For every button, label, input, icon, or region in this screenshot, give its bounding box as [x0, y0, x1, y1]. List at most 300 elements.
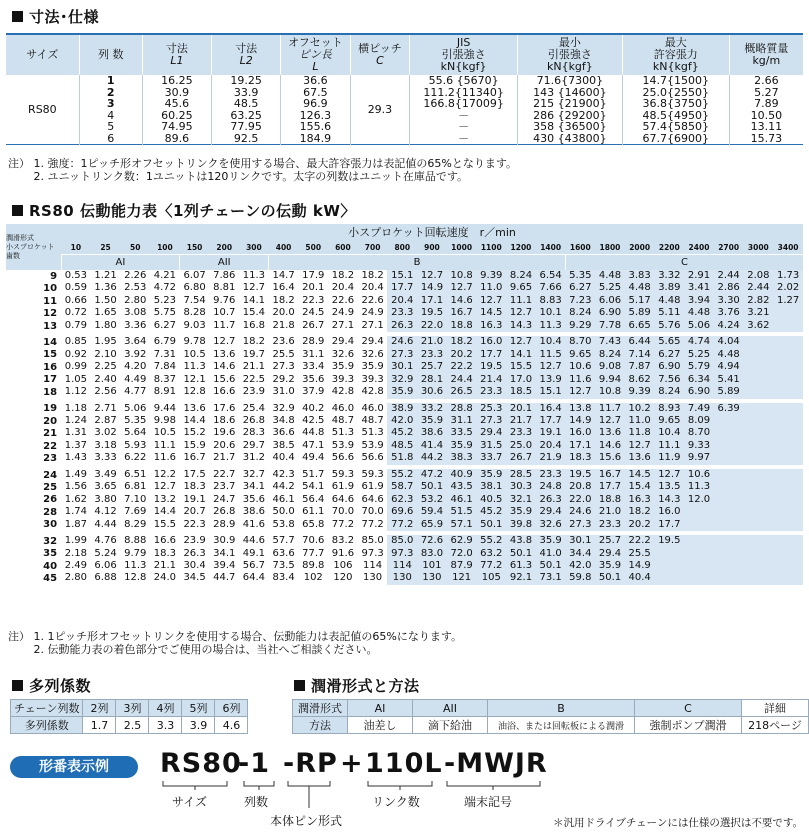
power-cell: 3.32 — [654, 270, 684, 282]
spec-header-text: kN{kgf} — [652, 60, 699, 73]
power-cell: 114 — [387, 560, 417, 572]
power-cell: 20.4 — [331, 282, 355, 294]
power-cell: 17.1 — [417, 295, 447, 307]
power-cell: 15.1 — [387, 270, 417, 282]
power-cell: 0.79 — [64, 319, 88, 331]
power-cell: 7.69 — [124, 506, 147, 518]
power-cell: 30.1 — [387, 361, 417, 373]
spec-cell: 2.66 — [729, 75, 803, 87]
power-cell: 22.2 — [447, 361, 477, 373]
power-cell: 15.5 — [506, 361, 536, 373]
power-cell: 4.94 — [714, 361, 744, 373]
spec-row-count: 2 — [79, 87, 142, 99]
power-cell: 13.6 — [183, 402, 206, 414]
teeth-count: 10 — [43, 283, 58, 295]
power-cell: 27.1 — [331, 319, 355, 331]
power-cell: 11.5 — [536, 349, 566, 361]
power-cell: 35.6 — [242, 493, 266, 505]
label-size: サイズ — [172, 795, 208, 809]
power-cell: 6.07 — [183, 270, 206, 281]
power-cell: 13.5 — [654, 481, 684, 493]
power-cell: 55.2 — [476, 535, 506, 547]
power-cell: 22.2 — [625, 535, 655, 547]
power-cell: 3.64 — [124, 336, 147, 348]
rpm-header: 2700 — [714, 240, 744, 255]
power-cell: 42.0 — [387, 415, 417, 427]
power-cell: 23.9 — [183, 535, 206, 547]
power-cell: 6.44 — [625, 336, 655, 348]
power-cell: 48.5 — [387, 440, 417, 452]
power-cell: 5.65 — [654, 336, 684, 348]
power-cell: 5.41 — [714, 374, 744, 386]
power-cell: 30.4 — [183, 559, 206, 571]
spec-header-text: kN{kgf} — [546, 60, 593, 73]
power-cell: 14.3 — [654, 494, 684, 506]
power-cell: 1.74 — [64, 506, 88, 518]
power-cell: 4.74 — [684, 336, 714, 348]
power-cell: 51.3 — [361, 427, 384, 439]
power-cell: 97.3 — [387, 548, 417, 560]
power-cell: 45.2 — [387, 427, 417, 439]
power-cell: 15.6 — [595, 452, 625, 464]
power-cell: 1.31 — [64, 427, 88, 439]
power-cell: 29.7 — [242, 439, 266, 451]
power-notes: 注） 1. 1ピッチ形オフセットリンクを使用する場合、伝動能力は表記値の65%になります。 2. 伝動能力表の着色部分でご使用の場合は、当社へご相談ください。 — [8, 630, 462, 656]
power-cell: 10.5 — [153, 427, 177, 439]
power-cell: 31.2 — [242, 452, 266, 464]
power-cell: 3.94 — [684, 295, 714, 307]
power-cell: 5.76 — [654, 320, 684, 332]
power-cell: 30.3 — [506, 481, 536, 493]
teeth-count: 12 — [43, 308, 58, 320]
power-cell: 5.06 — [684, 320, 714, 332]
power-cell: 3.08 — [124, 307, 147, 319]
power-cell: 6.88 — [94, 572, 117, 584]
power-cell: 9.79 — [124, 547, 147, 559]
power-cell: 121 — [447, 572, 477, 584]
power-cell: 14.1 — [506, 349, 536, 361]
power-cell: 70.0 — [331, 506, 355, 518]
spec-cell: 60.25 — [142, 110, 211, 122]
spec-cell: 77.95 — [212, 121, 281, 133]
power-cell: 40.4 — [625, 572, 655, 584]
power-cell: 44.6 — [242, 535, 266, 547]
power-cell: 8.29 — [124, 518, 147, 530]
power-cell: 9.98 — [153, 414, 177, 426]
power-cell: 3.49 — [94, 468, 117, 480]
power-cell: 7.78 — [595, 320, 625, 332]
power-cell: 34.4 — [565, 548, 595, 560]
spec-cell: 55.6 {5670} — [410, 75, 518, 87]
power-cell: 16.7 — [595, 469, 625, 481]
power-cell: 16.7 — [183, 452, 206, 464]
power-cell: 49.4 — [302, 452, 325, 464]
power-cell: 27.3 — [272, 361, 295, 373]
power-cell: 18.6 — [213, 414, 236, 426]
power-cell: 15.6 — [213, 373, 236, 385]
power-cell: 11.6 — [565, 374, 595, 386]
power-cell: 2.44 — [714, 270, 744, 282]
lube-row1-cell: B — [488, 700, 635, 717]
teeth-count: 24 — [43, 469, 58, 481]
power-cell: 12.7 — [565, 386, 595, 398]
power-cell: 24.0 — [153, 572, 177, 584]
power-cell: 39.4 — [213, 559, 236, 571]
spec-cell: 184.9 — [281, 133, 350, 145]
power-cell: 0.99 — [64, 361, 88, 373]
zone-label: C — [565, 255, 803, 271]
power-cell: 7.14 — [625, 349, 655, 361]
power-cell: 29.4 — [536, 506, 566, 518]
rpm-header: 2200 — [654, 240, 684, 255]
power-cell: 38.3 — [447, 452, 477, 464]
power-cell: 10.6 — [565, 361, 595, 373]
power-cell: 7.23 — [565, 295, 595, 307]
power-cell: 10.1 — [536, 307, 566, 319]
spec-header-text: L1 — [170, 54, 184, 67]
power-cell: 17.7 — [387, 282, 417, 294]
power-cell: 1.73 — [773, 270, 803, 282]
power-cell: 2.86 — [714, 282, 744, 294]
power-cell: 73.5 — [272, 559, 295, 571]
power-cell: 46.0 — [361, 402, 384, 414]
spec-cell: 15.73 — [729, 133, 803, 145]
power-cell: 19.5 — [565, 469, 595, 481]
teeth-count: 22 — [43, 440, 58, 452]
power-cell: 14.9 — [565, 415, 595, 427]
power-cell: 7.31 — [153, 348, 177, 360]
power-cell: 5.25 — [684, 349, 714, 361]
power-cell: 39.8 — [506, 519, 536, 531]
power-cell: 6.79 — [153, 336, 177, 348]
zone-label: AII — [180, 255, 269, 271]
rpm-header: 1800 — [595, 240, 625, 255]
power-cell: 18.3 — [565, 452, 595, 464]
spec-cell: 10.50 — [729, 110, 803, 122]
power-cell: 65.9 — [417, 519, 447, 531]
power-cell: 4.48 — [684, 307, 714, 319]
multi-row1-cell: 3列 — [116, 700, 149, 717]
spec-cell: 30.9 — [142, 87, 211, 99]
spec-cell: 74.95 — [142, 121, 211, 133]
power-cell: 4.77 — [124, 386, 147, 398]
spec-cell: 67.7{6900} — [622, 133, 729, 145]
power-cell: 77.7 — [302, 547, 325, 559]
rpm-header: 600 — [328, 240, 358, 255]
power-cell: 3.65 — [94, 481, 117, 493]
power-cell: 24.5 — [302, 307, 325, 319]
power-cell: 10.8 — [595, 386, 625, 398]
power-cell: 17.7 — [476, 349, 506, 361]
power-cell: 20.8 — [565, 481, 595, 493]
power-cell: 22.3 — [183, 518, 206, 530]
power-cell: 3.21 — [744, 307, 774, 319]
power-cell: 35.9 — [361, 361, 384, 373]
power-cell: 22.6 — [361, 294, 384, 306]
power-cell: 2.53 — [124, 282, 147, 294]
power-cell: 6.27 — [153, 319, 177, 331]
power-cell: 22.0 — [565, 494, 595, 506]
power-cell: 20.4 — [536, 440, 566, 452]
power-cell: 1.12 — [64, 386, 88, 398]
power-cell: 35.9 — [506, 506, 536, 518]
power-cell: 4.44 — [94, 518, 117, 530]
power-cell: 1.18 — [64, 402, 88, 414]
power-cell: 24.6 — [387, 336, 417, 348]
power-cell: 59.3 — [361, 468, 384, 480]
power-cell: 38.5 — [272, 439, 295, 451]
power-cell: 2.80 — [64, 572, 88, 584]
power-cell: 6.54 — [536, 270, 566, 282]
power-cell: 41.0 — [536, 548, 566, 560]
power-cell: 3.80 — [94, 493, 117, 505]
power-cell: 8.28 — [183, 307, 206, 319]
power-cell: 2.10 — [94, 348, 117, 360]
teeth-count: 18 — [43, 386, 58, 398]
power-cell: 106 — [333, 559, 353, 571]
teeth-count: 15 — [43, 349, 58, 361]
lube-row1-cell: C — [635, 700, 742, 717]
power-cell: 8.88 — [124, 535, 147, 547]
teeth-count: 20 — [43, 415, 58, 427]
power-cell: 47.1 — [302, 439, 325, 451]
power-cell: 24.6 — [565, 506, 595, 518]
power-cell: 1.05 — [64, 373, 88, 385]
power-cell: 16.4 — [272, 282, 295, 294]
power-cell: 11.3 — [242, 270, 266, 281]
teeth-count: 21 — [43, 428, 58, 440]
power-cell: 33.7 — [476, 452, 506, 464]
power-cell: 19.5 — [654, 535, 684, 547]
power-cell: 26.7 — [302, 319, 325, 331]
power-cell: 40.4 — [272, 452, 295, 464]
power-cell: 8.83 — [536, 295, 566, 307]
power-cell: 25.7 — [595, 535, 625, 547]
rpm-header: 1100 — [476, 240, 506, 255]
power-cell: 62.3 — [387, 494, 417, 506]
power-cell: 14.6 — [213, 361, 236, 373]
power-cell: 13.6 — [625, 452, 655, 464]
power-cell: 10.4 — [654, 427, 684, 439]
power-cell: 42.0 — [565, 560, 595, 572]
spec-cell: 57.4{5850} — [622, 121, 729, 133]
power-cell: 120 — [333, 572, 353, 584]
power-cell: 21.1 — [242, 361, 266, 373]
power-cell: 130 — [387, 572, 417, 584]
power-cell: 30.9 — [213, 535, 236, 547]
power-cell: 29.4 — [331, 336, 355, 348]
rpm-header: 50 — [120, 240, 150, 255]
power-cell: 1.80 — [94, 319, 117, 331]
spec-header-text: オフセット — [288, 36, 343, 49]
power-cell: 5.93 — [124, 439, 147, 451]
lube-row2-cell: 油差し — [348, 717, 413, 734]
power-cell: 7.86 — [213, 270, 236, 281]
power-cell: 49.1 — [242, 547, 266, 559]
power-cell: 28.3 — [242, 427, 266, 439]
power-cell: 51.7 — [302, 468, 325, 480]
power-cell: 22.5 — [242, 373, 266, 385]
spec-header-text: 最大 — [664, 36, 687, 49]
power-cell: 10.2 — [625, 403, 655, 415]
power-cell: 25.7 — [417, 361, 447, 373]
power-cell: 37.9 — [302, 386, 325, 398]
power-cell: 1.36 — [94, 282, 117, 294]
power-cell: 2.91 — [684, 270, 714, 282]
power-cell: 3.62 — [744, 320, 774, 332]
power-cell: 3.76 — [714, 307, 744, 319]
spec-header-text: 列 数 — [98, 48, 124, 61]
teeth-count: 40 — [43, 560, 58, 572]
power-cell: 18.2 — [272, 294, 295, 306]
lube-row2-cell: 218ページ — [742, 717, 809, 734]
power-cell: 53.2 — [417, 494, 447, 506]
rpm-header: 500 — [298, 240, 328, 255]
corner-label: 潤滑形式 — [6, 233, 34, 242]
power-cell: 11.9 — [654, 452, 684, 464]
power-cell: 27.3 — [387, 349, 417, 361]
power-cell: 61.1 — [302, 506, 325, 518]
rpm-header: 3400 — [773, 240, 803, 255]
power-cell: 7.84 — [153, 361, 177, 373]
power-cell: 5.17 — [625, 295, 655, 307]
power-cell: 23.3 — [536, 469, 566, 481]
power-cell: 28.1 — [417, 374, 447, 386]
power-cell: 89.8 — [302, 559, 325, 571]
power-cell: 2.26 — [124, 270, 147, 281]
spec-header-text: 許容張力 — [653, 48, 698, 61]
power-cell: 61.9 — [361, 481, 384, 493]
power-cell: 13.6 — [213, 348, 236, 360]
spec-cell: 14.7{1500} — [622, 75, 729, 87]
power-cell: 12.2 — [153, 468, 177, 480]
power-cell: 3.89 — [654, 282, 684, 294]
spec-cell: 96.9 — [281, 98, 350, 110]
power-cell: 19.1 — [536, 427, 566, 439]
power-cell: 20.6 — [213, 439, 236, 451]
power-cell: 21.7 — [506, 415, 536, 427]
power-cell: 6.90 — [684, 386, 714, 398]
power-cell: 4.24 — [714, 320, 744, 332]
power-cell: 33.5 — [447, 427, 477, 439]
corner-label: 小スプロケット — [6, 242, 55, 251]
power-cell: 21.7 — [213, 452, 236, 464]
power-cell: 56.6 — [361, 452, 384, 464]
power-cell: 0.59 — [64, 282, 88, 294]
power-cell: 15.1 — [536, 386, 566, 398]
power-cell: 1.95 — [94, 336, 117, 348]
power-cell: 41.4 — [417, 440, 447, 452]
power-cell: 31.1 — [302, 348, 325, 360]
spec-header-text: 最小 — [558, 36, 581, 49]
power-cell: 18.2 — [331, 270, 355, 281]
power-cell: 16.3 — [476, 320, 506, 332]
power-cell: 3.18 — [94, 439, 117, 451]
teeth-count: 25 — [43, 481, 58, 493]
power-cell: 16.0 — [476, 336, 506, 348]
power-cell: 5.35 — [124, 414, 147, 426]
power-cell: 64.6 — [331, 493, 355, 505]
spec-cell: 48.5{4950} — [622, 110, 729, 122]
power-cell: 9.97 — [684, 452, 714, 464]
power-cell: 85.0 — [361, 535, 384, 547]
power-cell: 12.7 — [242, 282, 266, 294]
power-cell: 23.7 — [213, 481, 236, 493]
power-cell: 10.8 — [447, 270, 477, 282]
lube-row2-cell: 方法 — [293, 717, 348, 734]
power-cell: 55.2 — [387, 469, 417, 481]
power-cell: 19.6 — [213, 427, 236, 439]
spec-cell: 25.0{2550} — [622, 87, 729, 99]
power-cell: 33.2 — [417, 403, 447, 415]
power-cell: 18.8 — [595, 494, 625, 506]
spec-header-text: ピン長 — [298, 48, 332, 61]
power-cell: 50.1 — [595, 572, 625, 584]
teeth-count: 26 — [43, 494, 58, 506]
rpm-header: 700 — [358, 240, 388, 255]
power-cell: 0.66 — [64, 294, 88, 306]
label-end: 端末記号 — [464, 795, 513, 809]
teeth-count: 28 — [43, 506, 58, 518]
spec-cell: 92.5 — [212, 133, 281, 145]
spec-size: RS80 — [28, 102, 57, 116]
power-cell: 20.0 — [272, 307, 295, 319]
power-cell: 8.70 — [565, 336, 595, 348]
power-cell: 25.0 — [506, 440, 536, 452]
power-cell: 31.5 — [476, 440, 506, 452]
power-cell: 9.08 — [595, 361, 625, 373]
power-cell: 7.10 — [124, 493, 147, 505]
power-cell: 24.9 — [331, 307, 355, 319]
power-cell: 22.7 — [213, 468, 236, 480]
power-cell: 2.49 — [64, 559, 88, 571]
power-cell: 16.8 — [242, 319, 266, 331]
power-cell: 4.48 — [654, 295, 684, 307]
power-cell: 10.7 — [213, 307, 236, 319]
power-cell: 17.9 — [302, 270, 325, 281]
power-cell: 39.3 — [361, 373, 384, 385]
power-cell: 14.9 — [417, 282, 447, 294]
power-cell: 70.6 — [302, 535, 325, 547]
rpm-header: 150 — [180, 240, 210, 255]
lube-row2-cell: 油浴、または回転板による潤滑 — [488, 717, 635, 734]
power-cell: 38.6 — [417, 427, 447, 439]
power-cell: 12.8 — [124, 572, 147, 584]
power-cell: 64.6 — [361, 493, 384, 505]
teeth-count: 13 — [43, 320, 58, 332]
power-cell: 8.91 — [153, 386, 177, 398]
power-cell: 5.64 — [124, 427, 147, 439]
power-cell: 22.0 — [417, 320, 447, 332]
power-cell: 7.43 — [595, 336, 625, 348]
power-cell: 15.9 — [183, 439, 206, 451]
zone-label: AI — [61, 255, 180, 271]
power-cell: 18.2 — [242, 336, 266, 348]
power-cell: 12.7 — [595, 415, 625, 427]
power-cell: 34.5 — [183, 572, 206, 584]
power-cell: 19.5 — [476, 361, 506, 373]
teeth-count: 9 — [50, 270, 58, 282]
power-cell: 13.6 — [595, 427, 625, 439]
power-cell: 14.5 — [476, 307, 506, 319]
spec-header-text: 引張強さ — [441, 48, 486, 61]
power-cell: 69.6 — [387, 506, 417, 518]
power-cell: 21.0 — [417, 336, 447, 348]
power-cell: 11.3 — [684, 481, 714, 493]
rpm-header: 1600 — [565, 240, 595, 255]
power-cell: 11.8 — [625, 427, 655, 439]
power-cell: 77.2 — [387, 519, 417, 531]
